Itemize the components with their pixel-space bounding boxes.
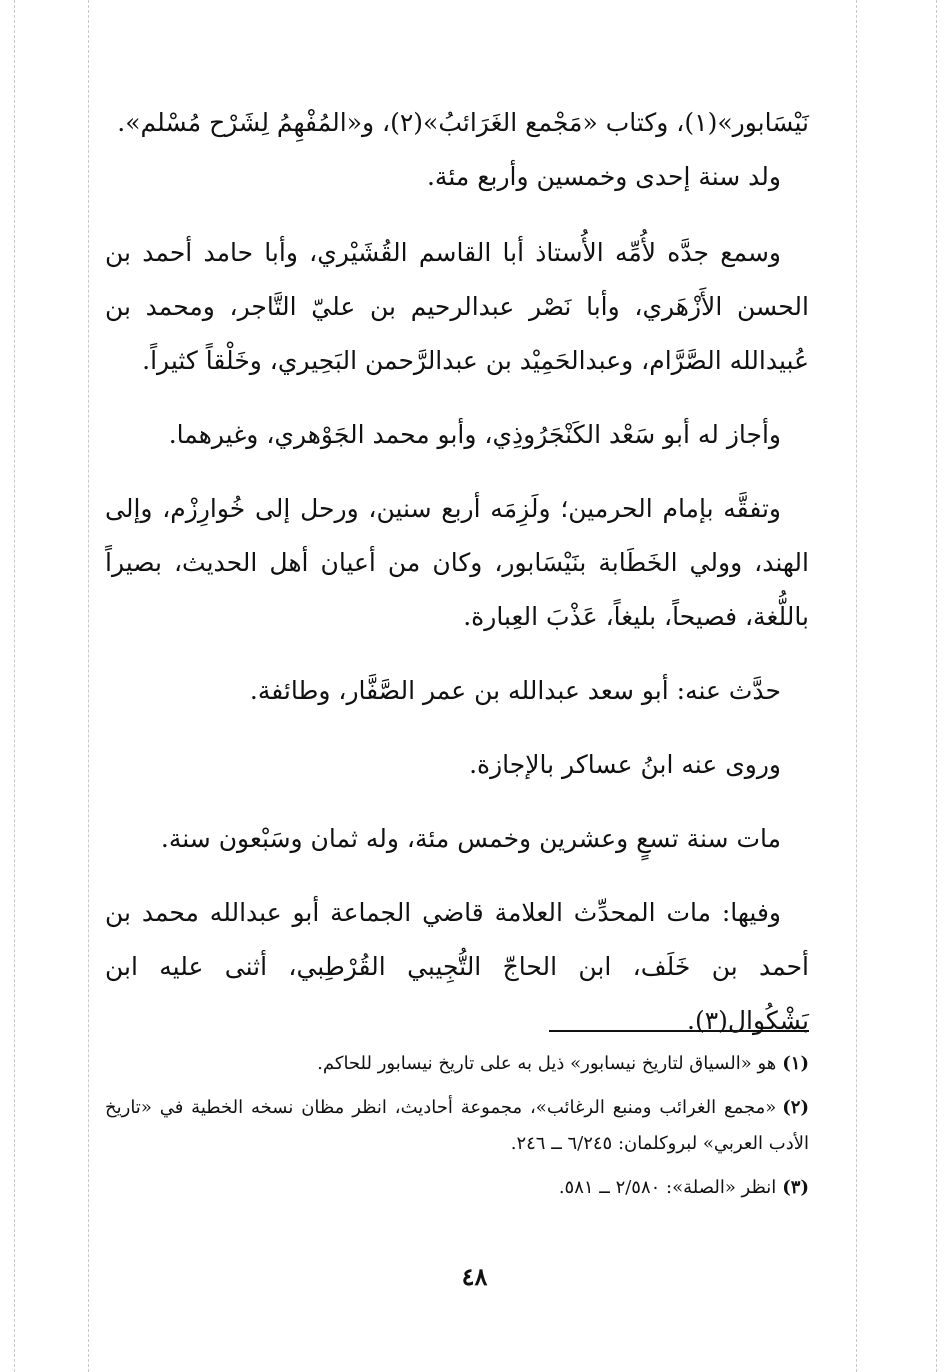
- paragraph-death: مات سنة تسعٍ وعشرين وخمس مئة، وله ثمان وسَبْعون سنة.: [160, 824, 781, 853]
- paragraph-ibn-asakir: وروى عنه ابنُ عساكر بالإجازة.: [469, 750, 781, 779]
- paragraph-narrators: حدَّث عنه: أبو سعد عبدالله بن عمر الصَّفَّار، وطائفة.: [249, 676, 781, 705]
- scan-guide-line: [14, 0, 15, 1372]
- footnote-divider: [549, 1030, 809, 1032]
- footnotes: [105, 1046, 809, 1214]
- scan-guide-line: [856, 0, 857, 1372]
- scan-guide-line: [936, 0, 937, 1372]
- main-text: [105, 96, 809, 1068]
- footnote-2: [105, 1090, 809, 1162]
- scan-guide-line: [88, 0, 89, 1372]
- footnote-number: (٢): [782, 1097, 809, 1118]
- footnote-number: (١): [782, 1053, 809, 1074]
- paragraph-ijaza: وأجاز له أبو سَعْد الكَنْجَرُوذِي، وأبو محمد الجَوْهري، وغيرهما.: [168, 420, 781, 449]
- footnote-text: «مجمع الغرائب ومنبع الرغائب»، مجموعة أحاديث، انظر مظان نسخه الخطية في «تاريخ الأدب العربي» لبروكلمان: ٦/٢٤٥ ــ ٢٤٦.: [105, 1097, 809, 1154]
- footnote-3: [105, 1170, 809, 1206]
- footnote-number: (٣): [782, 1177, 809, 1198]
- paragraph-teachers: وسمع جدَّه لأُمِّه الأُستاذ أبا القاسم القُشَيْري، وأبا حامد أحمد بن الحسن الأَزْهَري، وأبا نَصْر عبدالرحيم بن عليّ التَّاجر، ومحمد بن عُبيدالله الصَّرَّام، وعبدالحَمِيْد بن عبدالرَّحمن البَحِيري، وخَلْقاً كثيراً.: [105, 238, 809, 375]
- paragraph-birth: ولد سنة إحدى وخمسين وأربع مئة.: [426, 162, 781, 191]
- footnote-text: هو «السياق لتاريخ نيسابور» ذيل به على تاريخ نيسابور للحاكم.: [317, 1053, 777, 1074]
- footnote-text: انظر «الصلة»: ٢/٥٨٠ ــ ٥٨١.: [558, 1177, 777, 1198]
- paragraph-continuation: نَيْسَابور»(١)، وكتاب «مَجْمع الغَرَائبُ»(٢)، و«المُفْهِمُ لِشَرْح مُسْلم».: [117, 108, 809, 137]
- footnote-1: [105, 1046, 809, 1082]
- paragraph-study: وتفقَّه بإمام الحرمين؛ ولَزِمَه أربع سنين، ورحل إلى خُوارِزْم، وإلى الهند، وولي الخَطَابة بنَيْسَابور، وكان من أعيان أهل الحديث، بصيراً باللُّغة، فصيحاً، بليغاً، عَذْبَ العِبارة.: [105, 494, 809, 631]
- paragraph-also-died: وفيها: مات المحدِّث العلامة قاضي الجماعة أبو عبدالله محمد بن أحمد بن خَلَف، ابن الحاجّ التُّجِيبي القُرْطِبي، أثنى عليه ابن بَشْكُوال(٣).: [105, 898, 809, 1035]
- page-number: ٤٨: [461, 1262, 488, 1291]
